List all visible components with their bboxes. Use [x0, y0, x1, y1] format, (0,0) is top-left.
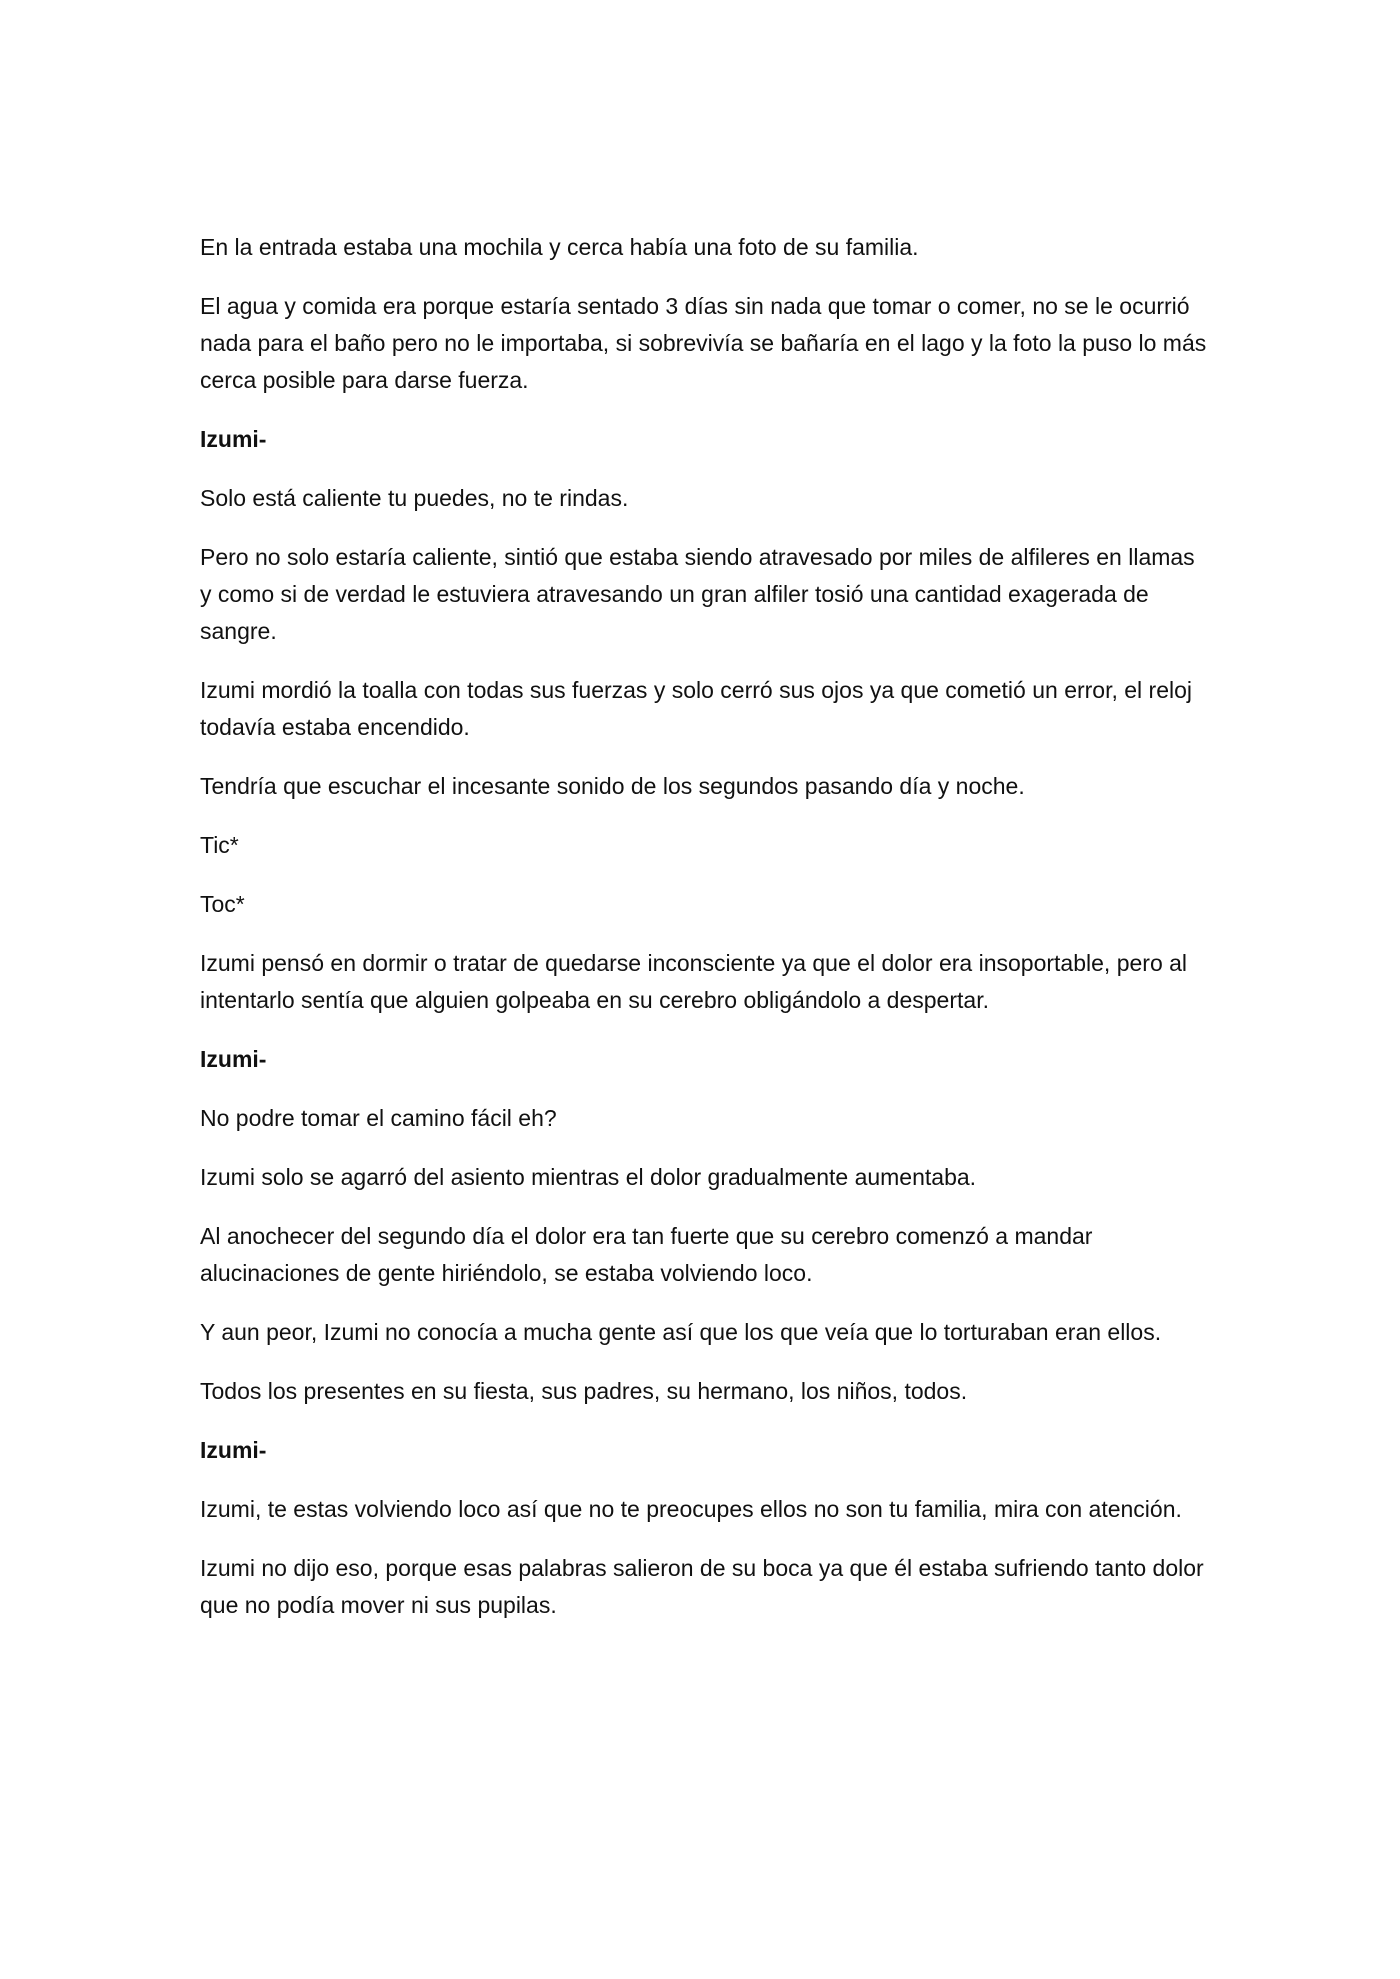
paragraph: El agua y comida era porque estaría sentado 3 días sin nada que tomar o comer, no se le ocurrió nada para el baño pero no le importaba, si sobrevivía se bañaría en el lago y la foto la puso lo más cerca posible para darse fuerza. — [200, 293, 1207, 393]
paragraph: Y aun peor, Izumi no conocía a mucha gente así que los que veía que lo torturaban eran ellos. — [200, 1319, 1162, 1345]
paragraph: Izumi no dijo eso, porque esas palabras salieron de su boca ya que él estaba sufriendo tanto dolor que no podía mover ni sus pupilas. — [200, 1555, 1204, 1618]
paragraph: En la entrada estaba una mochila y cerca había una foto de su familia. — [200, 234, 919, 260]
paragraph: Izumi solo se agarró del asiento mientras el dolor gradualmente aumentaba. — [200, 1164, 977, 1190]
paragraph: Al anochecer del segundo día el dolor era tan fuerte que su cerebro comenzó a mandar alucinaciones de gente hiriéndolo, se estaba volviendo loco. — [200, 1223, 1093, 1286]
paragraph: Pero no solo estaría caliente, sintió que estaba siendo atravesado por miles de alfileres en llamas y como si de verdad le estuviera atravesando un gran alfiler tosió una cantidad exagerada de sangre. — [200, 544, 1195, 644]
paragraph: Toc* — [200, 891, 245, 917]
speaker-label: Izumi- — [200, 426, 267, 452]
paragraph: Tendría que escuchar el incesante sonido de los segundos pasando día y noche. — [200, 773, 1025, 799]
paragraph: Izumi, te estas volviendo loco así que no te preocupes ellos no son tu familia, mira con atención. — [200, 1496, 1182, 1522]
paragraph: Solo está caliente tu puedes, no te rindas. — [200, 485, 629, 511]
paragraph: Todos los presentes en su fiesta, sus padres, su hermano, los niños, todos. — [200, 1378, 968, 1404]
paragraph: Izumi mordió la toalla con todas sus fuerzas y solo cerró sus ojos ya que cometió un error, el reloj todavía estaba encendido. — [200, 677, 1193, 740]
speaker-label: Izumi- — [200, 1437, 267, 1463]
paragraph: Tic* — [200, 832, 239, 858]
document-body — [200, 229, 1210, 1646]
speaker-label: Izumi- — [200, 1046, 267, 1072]
paragraph: Izumi pensó en dormir o tratar de quedarse inconsciente ya que el dolor era insoportable, pero al intentarlo sentía que alguien golpeaba en su cerebro obligándolo a despertar. — [200, 950, 1188, 1013]
paragraph: No podre tomar el camino fácil eh? — [200, 1105, 557, 1131]
